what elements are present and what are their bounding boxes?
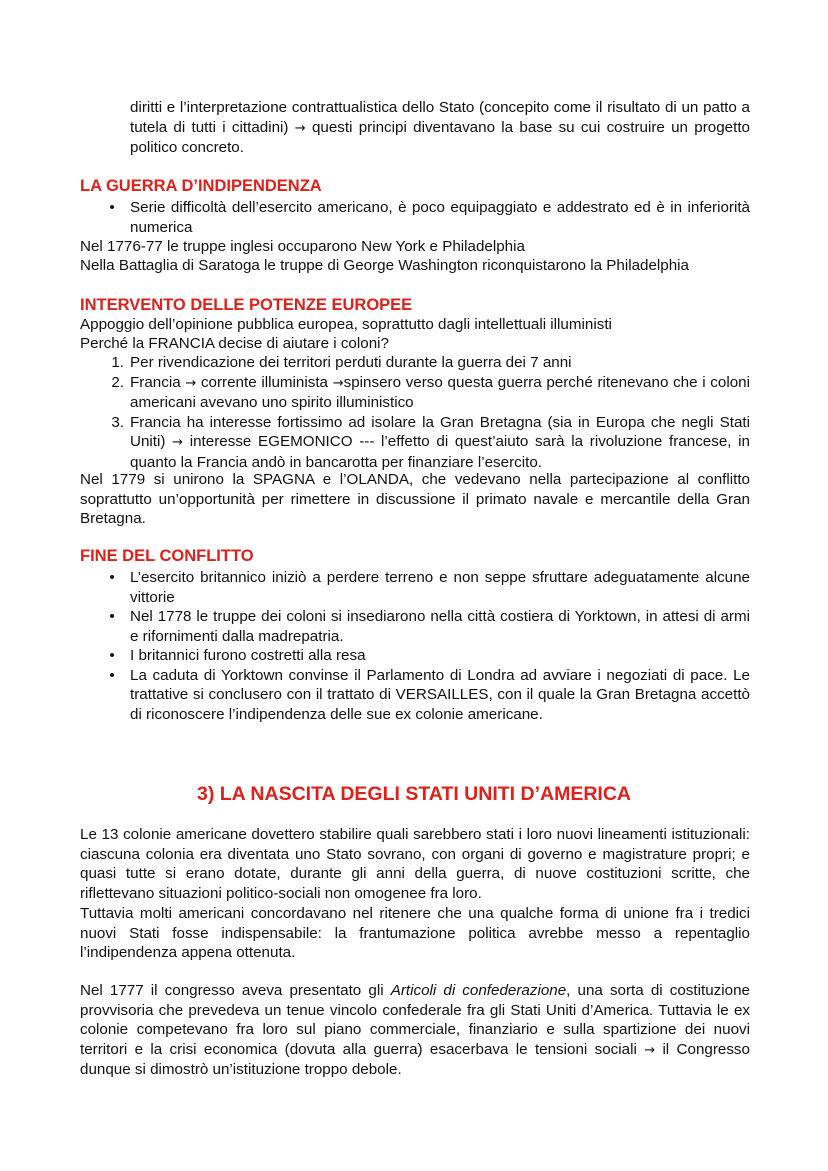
nascita-paragraph-1: Le 13 colonie americane dovettero stabilire quali sarebbero stati i loro nuovi lineamenti istituzionali: ciascuna colonia era diventata uno Stato sovrano, con organi di governo e magistrature propri; e quasi tutte si erano dotate, durante gli anni della guerra, di nuove costituzioni scritte, che riflettevano situazioni politico-sociali non omogenee fra loro. [80, 826, 750, 902]
arrow-icon: → [185, 375, 197, 391]
intro-text-1: diritti e l’interpretazione contrattualistica dello Stato (concepito come il risultato di un patto a tutela di tutti i cittadini) [130, 99, 750, 136]
list-item [80, 666, 750, 725]
list-item-text: La caduta di Yorktown convinse il Parlamento di Londra ad avviare i negoziati di pace. Le trattative si conclusero con il trattato di VERSAILLES, con il quale la Gran Bretagna accettò di riconoscere l’indipendenza delle sue ex colonie americane. [130, 666, 750, 723]
arrow-icon: → [644, 1042, 656, 1058]
list-number: 1. [111, 354, 124, 371]
bullet-icon: • [109, 647, 115, 664]
section-heading-fine: FINE DEL CONFLITTO [80, 547, 254, 565]
arrow-icon: → [172, 435, 184, 450]
paragraph-text: , una sorta di costituzione provvisoria che prevedeva un tenue vincolo confederale fra gli Stati Uniti d’America. Tuttavia le ex colonie competevano fra loro sul piano commerciale, finanziario e sulla spartizione dei nuovi territori e la crisi economica (dovuta alla guerra) esacerbava le tensioni sociali [80, 982, 750, 1058]
list-item [80, 413, 750, 473]
list-item [80, 198, 750, 237]
guerra-paragraph-1: Nel 1776-77 le truppe inglesi occuparono New York e Philadelphia [80, 238, 525, 255]
arrow-icon: → [294, 120, 306, 136]
bullet-icon: • [109, 666, 115, 684]
list-item [80, 568, 750, 607]
emphasis-text: Articoli di confederazione [390, 982, 567, 999]
intervento-numbered-list [80, 353, 750, 472]
list-item [80, 373, 750, 413]
guerra-paragraph-2: Nella Battaglia di Saratoga le truppe di George Washington riconquistarono la Philadelphia [80, 257, 690, 274]
list-item-text: Francia [130, 373, 181, 391]
bullet-icon: • [109, 199, 115, 216]
arrow-icon: → [332, 375, 344, 391]
list-item-text: Nel 1778 le truppe dei coloni si insediarono nella città costiera di Yorktown, in attesi di armi e rifornimenti dalla madrepatria. [130, 608, 750, 645]
list-item-text: corrente illuminista [200, 373, 329, 391]
fine-bullet-list [80, 568, 750, 724]
nascita-paragraph-3 [80, 981, 750, 1080]
bullet-icon: • [109, 569, 115, 586]
section-heading-guerra: LA GUERRA D’INDIPENDENZA [80, 177, 322, 195]
list-item-text: L’esercito britannico iniziò a perdere terreno e non seppe sfruttare adeguatamente alcune vittorie [130, 569, 750, 606]
list-item-text: spinsero verso questa guerra perché ritenevano che i coloni americani avevano uno spirito illuministico [130, 373, 750, 411]
list-item-text: interesse EGEMONICO --- l’effetto di quest’aiuto sarà la rivoluzione francese, in quanto la Francia andò in bancarotta per finanziare l’esercito. [130, 433, 750, 471]
list-item-text: Per rivendicazione dei territori perduti durante la guerra dei 7 anni [130, 354, 572, 371]
paragraph-text: il Congresso dunque si dimostrò un’istituzione troppo debole. [80, 1040, 750, 1078]
intervento-paragraph-3: Nel 1779 si unirono la SPAGNA e l’OLANDA, che vedevano nella partecipazione al conflitto soprattutto un’opportunità per rimettere in discussione il primato navale e mercantile della Gran Bretagna. [80, 471, 750, 527]
nascita-paragraph-2: Tuttavia molti americani concordavano nel ritenere che una qualche forma di unione fra i tredici nuovi Stati fosse indispensabile: la frantumazione politica avrebbe messo a repentaglio l’indipendenza appena ottenuta. [80, 905, 750, 961]
list-number: 2. [111, 373, 124, 391]
paragraph-text: Nel 1777 il congresso aveva presentato gli [80, 982, 384, 999]
list-item-text: Francia ha interesse fortissimo ad isolare la Gran Bretagna (sia in Europa che negli Stati Uniti) [130, 413, 750, 450]
section-heading-intervento: INTERVENTO DELLE POTENZE EUROPEE [80, 296, 413, 314]
intervento-paragraph-1: Appoggio dell’opinione pubblica europea, soprattutto dagli intellettuali illuministi [80, 316, 612, 333]
intervento-paragraph-2: Perché la FRANCIA decise di aiutare i coloni? [80, 335, 389, 352]
bullet-icon: • [109, 608, 115, 625]
list-item [80, 353, 750, 373]
list-item [80, 607, 750, 646]
intro-paragraph [130, 98, 750, 158]
list-item [80, 646, 750, 666]
list-number: 3. [111, 413, 124, 431]
list-item-text: Serie difficoltà dell’esercito americano, è poco equipaggiato e addestrato ed è in inferiorità numerica [130, 199, 750, 236]
guerra-bullet-list [80, 198, 750, 237]
list-item-text: I britannici furono costretti alla resa [130, 647, 366, 664]
intro-text-2: questi principi diventavano la base su cui costruire un progetto politico concreto. [130, 118, 750, 156]
chapter-title: 3) LA NASCITA DEGLI STATI UNITI D’AMERICA [196, 783, 632, 805]
